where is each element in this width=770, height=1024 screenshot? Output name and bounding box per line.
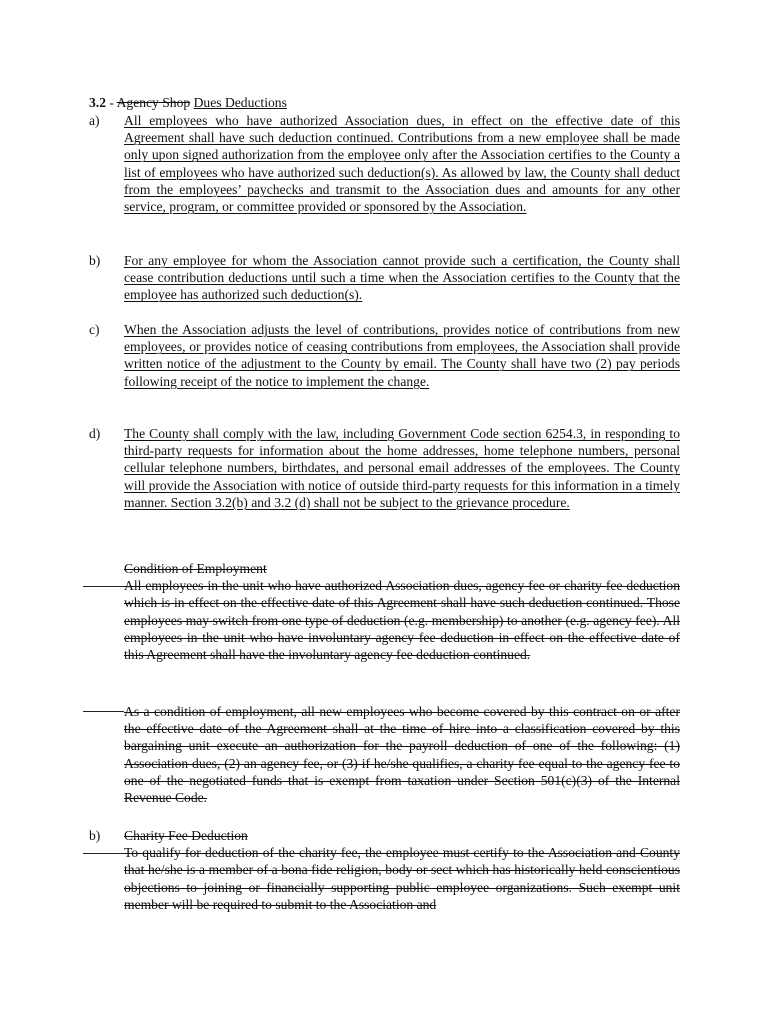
section-old-title: Agency Shop (116, 95, 191, 110)
deleted-paragraph-body (124, 560, 680, 663)
paragraph-marker: a) (89, 113, 100, 128)
paragraph-marker: d) (89, 426, 101, 441)
paragraph-text: For any employee for whom the Association cannot provide such a certification, the County shall cease contribution deductions until such a time when the Association certifies to the County that the employee has authorized such deduction(s). (124, 253, 680, 303)
section-new-title: Dues Deductions (193, 95, 287, 110)
deleted-paragraph-text: All employees in the unit who have authorized Association dues, agency fee or charity fee deduction which is in effect on the effective date of this Agreement shall have such deduction continued. Those employees may switch from one type of deduction (e.g. membership) to another (e.g. agency fee). All employees in the unit who have involuntary agency fee deduction in effect on the effective date of this Agreement shall have the involuntary agency fee deduction continued. (124, 578, 680, 663)
paragraph-text: The County shall comply with the law, including Government Code section 6254.3, in responding to third-party requests for information about the home addresses, home telephone numbers, personal cellular telephone numbers, birthdates, and personal email addresses of the employees. The County will provide the Association with notice of outside third-party requests for this information in a timely manner. Section 3.2(b) and 3.2 (d) shall not be subject to the grievance procedure. (124, 426, 680, 510)
section-number: 3.2 (89, 95, 106, 110)
section-heading (89, 95, 287, 111)
deleted-marker-rule (83, 586, 124, 587)
paragraph-marker: c) (89, 322, 100, 337)
deleted-subheading: Condition of Employment (124, 561, 267, 576)
deleted-marker-rule (83, 711, 124, 712)
section-separator: - (106, 95, 117, 110)
deleted-paragraph-text: To qualify for deduction of the charity fee, the employee must certify to the Association and County that he/she is a member of a bona fide religion, body or sect which has historically held conscientious objections to joining or financially supporting public employee organizations. Such exempt unit member will be required to submit to the Association and (124, 845, 680, 912)
paragraph-text: When the Association adjusts the level of contributions, provides notice of contributions from new employees, or provides notice of ceasing contributions from employees, the Association shall provide written notice of the adjustment to the County by email. The County shall have two (2) pay periods following receipt of the notice to implement the change. (124, 322, 680, 389)
paragraph-marker: b) (89, 253, 101, 268)
paragraph-text: All employees who have authorized Association dues, in effect on the effective date of this Agreement shall have such deduction continued. Contributions from a new employee shall be made only upon signed authorization from the employee only after the Association certifies to the County a list of employees who have authorized such deduction(s). As allowed by law, the County shall deduct from the employees’ paychecks and transmit to the Association dues and amounts for any other service, program, or committee provided or sponsored by the Association. (124, 113, 680, 215)
deleted-marker-rule (83, 853, 124, 854)
deleted-paragraph-marker: b) (89, 828, 101, 843)
deleted-paragraph-text: As a condition of employment, all new employees who become covered by this contract on or after the effective date of the Agreement shall at the time of hire into a classification covered by this bargaining unit execute an authorization for the payroll deduction of one of the following: (1) Association dues, (2) an agency fee, or (3) if he/she qualifies, a charity fee equal to the agency fee to one of the negotiated funds that is exempt from taxation under Section 501(c)(3) of the Internal Revenue Code. (124, 704, 680, 806)
deleted-paragraph-body (124, 827, 680, 913)
deleted-subheading: Charity Fee Deduction (124, 828, 248, 843)
